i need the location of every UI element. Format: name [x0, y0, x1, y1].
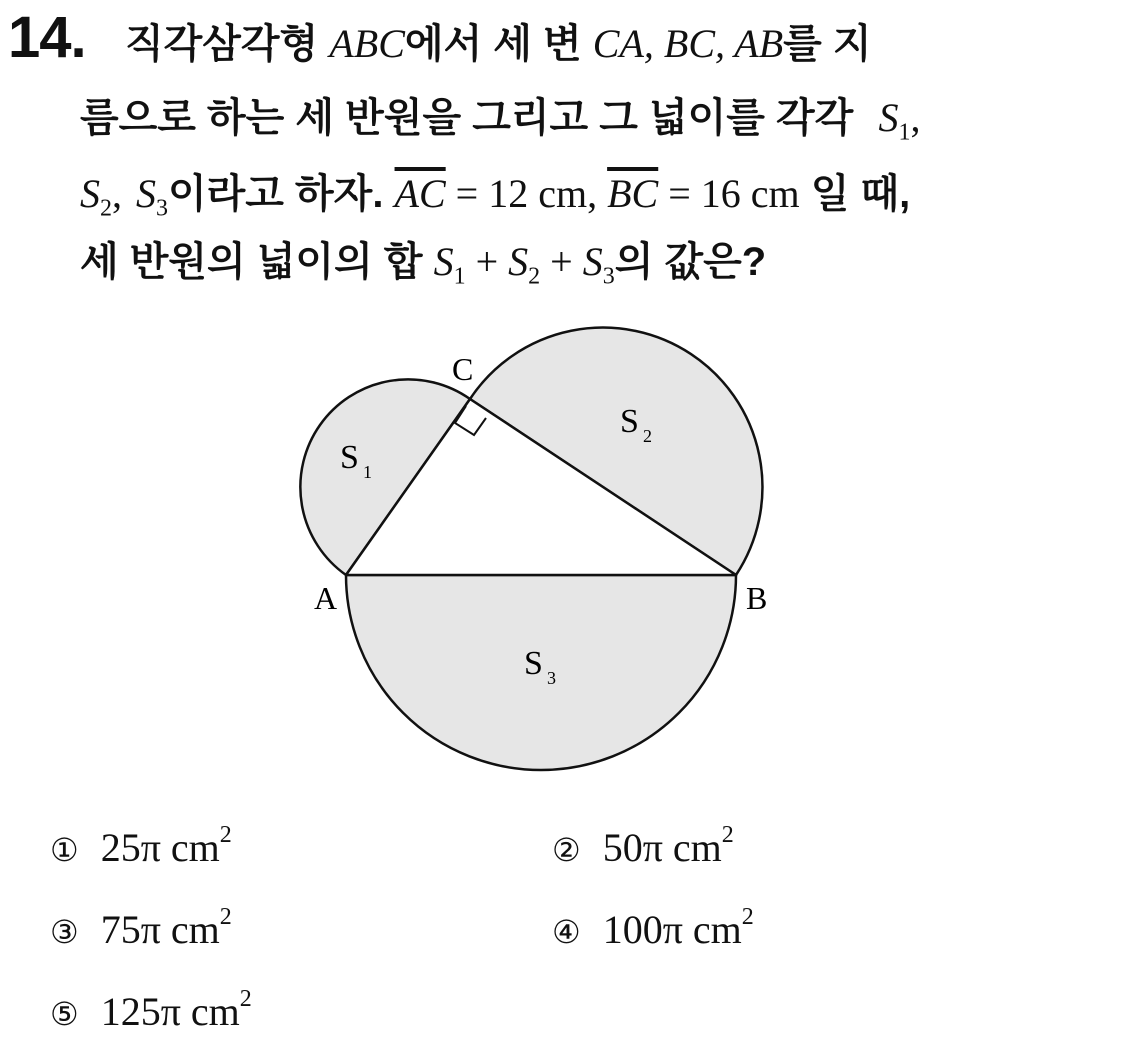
math-s1: S [878, 95, 899, 140]
math-s2: S [508, 239, 529, 284]
segment-ac: $\overline{AC}$ [394, 171, 446, 216]
subscript: 2 [100, 195, 112, 222]
length-ac: = 12 cm [445, 171, 588, 216]
subscript: 1 [898, 119, 911, 146]
region-label-s1: S [340, 439, 359, 476]
subscript: 3 [156, 195, 168, 222]
choice-mark: ② [552, 831, 581, 870]
text: , [587, 171, 608, 216]
choice-value: 75π cm [100, 907, 220, 953]
text: 이라고 하자. [168, 172, 395, 216]
math-s2: S [80, 171, 100, 216]
region-label-s3-sub: 3 [547, 668, 556, 688]
choice-exponent: 2 [741, 904, 754, 930]
point-label-c: C [452, 351, 474, 387]
length-bc: = 16 cm [658, 171, 800, 216]
region-label-s1-sub: 1 [363, 462, 372, 482]
choice-2[interactable] [552, 822, 734, 871]
point-label-a: A [314, 580, 338, 616]
subscript: 3 [602, 263, 615, 290]
choice-mark: ④ [552, 913, 581, 952]
choice-value: 100π cm [602, 907, 742, 953]
text: 세 반원의 넓이의 합 [80, 240, 434, 284]
math-sides: CA, BC, AB [592, 21, 784, 66]
text: , [112, 171, 122, 216]
semicircle-figure [290, 310, 790, 780]
choice-mark: ⑤ [50, 995, 79, 1034]
subscript: 1 [453, 263, 466, 290]
text: 의 값은? [614, 240, 767, 284]
choice-value: 25π cm [100, 825, 220, 871]
math-s3: S [582, 239, 603, 284]
choice-1[interactable] [50, 822, 232, 871]
text: 름으로 하는 세 반원을 그리고 그 넓이를 각각 [80, 96, 865, 140]
math-s1: S [433, 239, 454, 284]
text: 에서 세 변 [404, 22, 593, 66]
plus: + [540, 239, 583, 284]
question-line-4 [80, 232, 766, 306]
choice-value: 50π cm [602, 825, 722, 871]
region-label-s2: S [620, 403, 639, 440]
choice-exponent: 2 [721, 822, 734, 848]
choice-mark: ③ [50, 913, 79, 952]
text: 를 지 [783, 22, 872, 66]
question-line-3 [80, 164, 910, 238]
question-number: 14. [8, 5, 86, 70]
region-label-s2-sub: 2 [643, 426, 652, 446]
text: 일 때, [799, 172, 911, 216]
subscript: 2 [528, 263, 541, 290]
plus: + [465, 239, 509, 284]
question-line-2 [80, 88, 920, 162]
point-label-b: B [746, 580, 768, 616]
text: 직각삼각형 [125, 22, 330, 66]
region-label-s3: S [524, 645, 543, 682]
choice-mark: ① [50, 831, 79, 870]
question-line-1 [125, 14, 872, 74]
text: , [910, 95, 921, 140]
math-s3: S [136, 171, 156, 216]
choice-exponent: 2 [219, 904, 232, 930]
choice-value: 125π cm [100, 989, 240, 1035]
choice-5[interactable] [50, 986, 252, 1035]
choice-3[interactable] [50, 904, 232, 953]
math-triangle-name: ABC [329, 21, 405, 66]
choice-exponent: 2 [239, 986, 252, 1012]
choice-4[interactable] [552, 904, 754, 953]
segment-bc: $\overline{BC}$ [607, 171, 659, 216]
choice-exponent: 2 [219, 822, 232, 848]
